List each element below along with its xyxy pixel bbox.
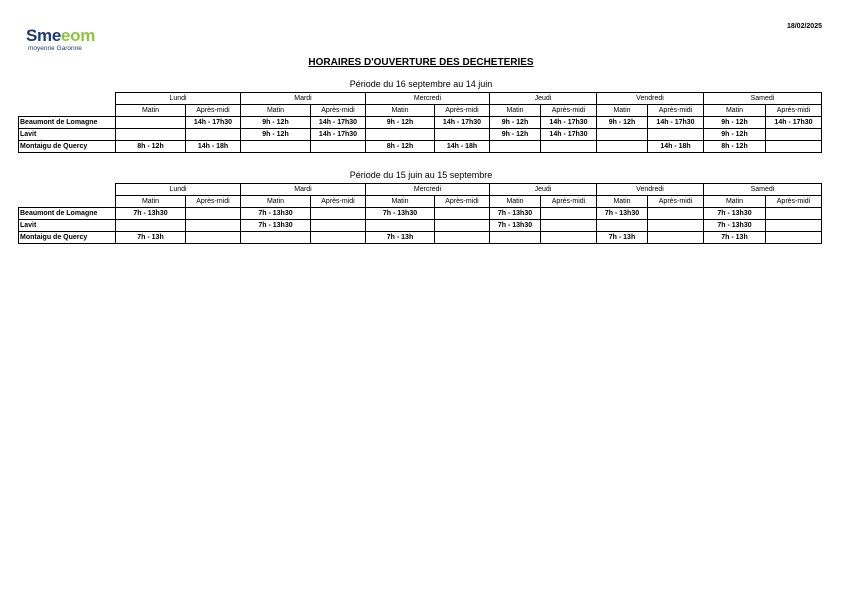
hours-cell: 14h - 18h [648,141,704,153]
hours-cell: 9h - 12h [597,117,648,129]
hours-cell [366,129,435,141]
slot-header-matin: Matin [490,196,541,208]
hours-cell: 7h - 13h30 [704,208,766,220]
hours-cell: 8h - 12h [704,141,766,153]
hours-cell [186,208,241,220]
hours-cell [241,232,311,244]
hours-cell [186,232,241,244]
site-name: Beaumont de Lomagne [19,208,116,220]
hours-cell: 14h - 17h30 [766,117,822,129]
hours-cell [648,220,704,232]
hours-cell [490,141,541,153]
hours-cell [435,129,490,141]
slot-header-apres-midi: Après-midi [311,105,366,117]
hours-cell [435,208,490,220]
slot-header-matin: Matin [704,105,766,117]
hours-cell [541,141,597,153]
table-row [19,141,822,153]
slot-header-apres-midi: Après-midi [766,105,822,117]
slot-header-matin: Matin [241,105,311,117]
day-header-row [19,184,822,196]
header-corner [19,93,116,105]
document-date: 18/02/2025 [786,23,822,30]
hours-cell: 7h - 13h30 [704,220,766,232]
hours-cell [541,220,597,232]
day-header: Samedi [704,93,822,105]
hours-cell [311,232,366,244]
day-header: Samedi [704,184,822,196]
header-corner [19,196,116,208]
period-2-title: Période du 15 juin au 15 septembre [349,170,493,180]
site-name: Beaumont de Lomagne [19,117,116,129]
hours-cell [116,220,186,232]
site-name: Montaigu de Quercy [19,141,116,153]
table-row [19,117,822,129]
hours-cell [597,220,648,232]
hours-cell: 8h - 12h [116,141,186,153]
day-header: Lundi [116,184,241,196]
day-header-row [19,93,822,105]
slot-header-apres-midi: Après-midi [186,105,241,117]
table-row [19,220,822,232]
slot-header-apres-midi: Après-midi [435,105,490,117]
hours-cell: 14h - 18h [435,141,490,153]
hours-cell: 9h - 12h [490,129,541,141]
table-row [19,208,822,220]
hours-cell: 7h - 13h [116,232,186,244]
hours-cell [186,220,241,232]
hours-cell [597,141,648,153]
hours-cell: 14h - 17h30 [311,129,366,141]
slot-header-matin: Matin [490,105,541,117]
slot-header-apres-midi: Après-midi [648,196,704,208]
hours-cell: 7h - 13h30 [241,208,311,220]
slot-header-matin: Matin [116,105,186,117]
hours-cell [766,141,822,153]
hours-cell [766,129,822,141]
logo-subtitle: moyenne Garonne [28,45,82,52]
hours-cell [648,129,704,141]
slot-header-apres-midi: Après-midi [541,105,597,117]
hours-cell [186,129,241,141]
hours-cell: 14h - 17h30 [311,117,366,129]
hours-cell: 9h - 12h [241,129,311,141]
slot-header-apres-midi: Après-midi [541,196,597,208]
hours-cell [241,141,311,153]
logo-wordmark-part2: eom [61,26,96,45]
hours-cell [597,129,648,141]
day-header: Mercredi [366,93,490,105]
day-header: Mercredi [366,184,490,196]
slot-header-row [19,105,822,117]
hours-cell [490,232,541,244]
hours-cell: 7h - 13h30 [366,208,435,220]
slot-header-matin: Matin [241,196,311,208]
hours-cell: 7h - 13h [704,232,766,244]
day-header: Mardi [241,184,366,196]
hours-cell: 14h - 17h30 [435,117,490,129]
hours-cell [116,129,186,141]
hours-cell: 7h - 13h [597,232,648,244]
header-corner [19,184,116,196]
page-title: HORAIRES D'OUVERTURE DES DECHETERIES [308,57,534,68]
hours-cell [648,232,704,244]
hours-cell: 7h - 13h30 [116,208,186,220]
period-1-title: Période du 16 septembre au 14 juin [349,79,493,89]
table-row [19,129,822,141]
slot-header-apres-midi: Après-midi [648,105,704,117]
hours-cell: 9h - 12h [366,117,435,129]
day-header: Vendredi [597,93,704,105]
site-name: Lavit [19,129,116,141]
hours-cell [435,220,490,232]
hours-cell [766,220,822,232]
header-corner [19,105,116,117]
slot-header-apres-midi: Après-midi [766,196,822,208]
slot-header-matin: Matin [704,196,766,208]
hours-cell: 7h - 13h30 [597,208,648,220]
day-header: Jeudi [490,93,597,105]
hours-cell: 14h - 17h30 [648,117,704,129]
site-name: Lavit [19,220,116,232]
day-header: Jeudi [490,184,597,196]
hours-cell: 14h - 17h30 [186,117,241,129]
slot-header-apres-midi: Après-midi [186,196,241,208]
site-name: Montaigu de Quercy [19,232,116,244]
hours-cell [766,232,822,244]
hours-cell: 9h - 12h [704,129,766,141]
hours-cell [766,208,822,220]
hours-cell: 7h - 13h30 [490,220,541,232]
logo-wordmark-part1: Sme [26,26,62,45]
hours-cell: 7h - 13h30 [490,208,541,220]
hours-cell [435,232,490,244]
hours-cell [366,220,435,232]
hours-cell [116,117,186,129]
hours-cell: 7h - 13h [366,232,435,244]
hours-cell: 9h - 12h [704,117,766,129]
slot-header-apres-midi: Après-midi [311,196,366,208]
schedule-table-period-2 [18,183,822,244]
schedule-table-period-1 [18,92,822,153]
slot-header-row [19,196,822,208]
slot-header-matin: Matin [366,196,435,208]
table-row [19,232,822,244]
hours-cell [541,208,597,220]
day-header: Lundi [116,93,241,105]
hours-cell [311,208,366,220]
hours-cell: 14h - 18h [186,141,241,153]
day-header: Mardi [241,93,366,105]
logo-wordmark [26,26,95,46]
hours-cell [648,208,704,220]
smeeom-logo [22,26,102,56]
slot-header-matin: Matin [116,196,186,208]
slot-header-matin: Matin [597,196,648,208]
hours-cell [311,220,366,232]
hours-cell: 8h - 12h [366,141,435,153]
slot-header-apres-midi: Après-midi [435,196,490,208]
day-header: Vendredi [597,184,704,196]
hours-cell: 7h - 13h30 [241,220,311,232]
slot-header-matin: Matin [366,105,435,117]
hours-cell: 14h - 17h30 [541,117,597,129]
slot-header-matin: Matin [597,105,648,117]
hours-cell: 9h - 12h [241,117,311,129]
hours-cell [311,141,366,153]
hours-cell: 9h - 12h [490,117,541,129]
hours-cell [541,232,597,244]
hours-cell: 14h - 17h30 [541,129,597,141]
